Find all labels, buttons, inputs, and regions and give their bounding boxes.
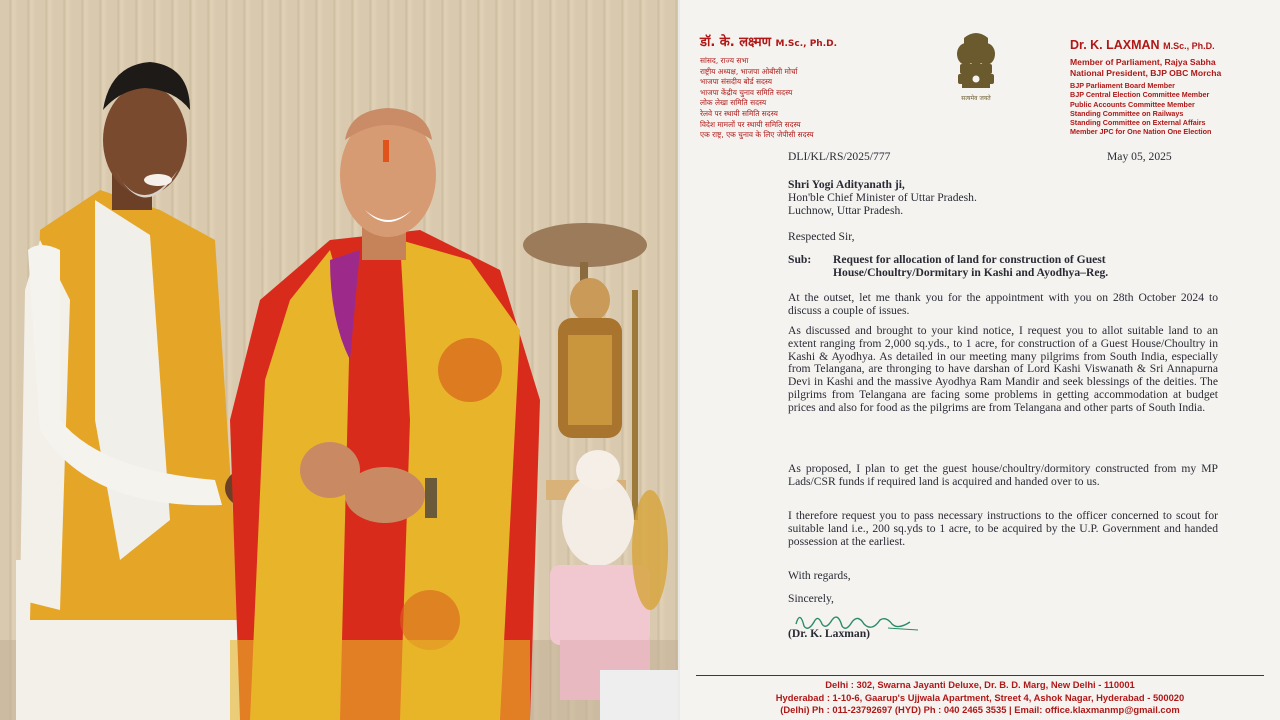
hindi-line: भाजपा संसदीय बोर्ड सदस्य: [700, 77, 773, 87]
hindi-line: एक राष्ट्र, एक चुनाव के लिए जेपीसी सदस्य: [700, 130, 814, 140]
letterhead-hindi: [700, 32, 900, 141]
footer-contact: (Delhi) Ph : 011-23792697 (HYD) Ph : 040 2465 3535 | Email: office.klaxmanmp@gmail.com: [780, 704, 1180, 715]
subject-line-2: House/Choultry/Dormitary in Kashi and Ayodhya–Reg.: [833, 266, 1109, 279]
hindi-name: [700, 32, 900, 50]
english-committee-line: BJP Central Election Committee Member: [1070, 90, 1210, 100]
paragraph: At the outset, let me thank you for the appointment with you on 28th October 2024 to discuss a couple of issues.: [788, 291, 1218, 317]
letterhead-english: [1070, 38, 1275, 137]
reference-number: DLI/KL/RS/2025/777: [788, 150, 891, 163]
english-committee-line: Standing Committee on External Affairs: [1070, 118, 1206, 128]
closing-regards: With regards,: [788, 569, 851, 582]
english-name: [1070, 38, 1275, 52]
footer-rule: [696, 675, 1264, 676]
national-emblem-icon: [950, 28, 1002, 108]
english-committee-line: Member JPC for One Nation One Election: [1070, 127, 1212, 137]
english-committee-line: Standing Committee on Railways: [1070, 108, 1184, 118]
paragraph: As discussed and brought to your kind notice, I request you to allot suitable land to an extent ranging from 2,000 sq.yds., to 1 acre, for construction of a Guest House/Choultry in Kashi & Ayodhya. As detailed in our meeting many pilgrims from South India, especially from Telangana, are thronging to have darshan of Lord Kashi Viswanath & Sri Annapurna Devi in Kashi and the massive Ayodhya Ram Mandir and seek blessings of the deities. The pilgrims from Telangana are facing some problems in getting accommodation at budget prices and also for food as the pilgrims are from Telangana and other parts of South India.: [788, 324, 1218, 414]
hindi-line: सांसद, राज्य सभा: [700, 56, 749, 65]
subject: [788, 253, 1208, 279]
hindi-degree: M.Sc., Ph.D.: [775, 39, 838, 49]
english-committee-list: [1070, 81, 1275, 137]
paragraph: As proposed, I plan to get the guest house/choultry/dormitory constructed from my MP Lads/CSR funds if required land is acquired and handed over to us.: [788, 462, 1218, 488]
english-degree: M.Sc., Ph.D.: [1163, 41, 1215, 51]
english-committee-line: BJP Parliament Board Member: [1070, 81, 1175, 90]
addressee-block: [788, 179, 977, 217]
subject-label: Sub:: [788, 253, 812, 266]
hindi-line: विदेश मामलों पर स्थायी समिति सदस्य: [700, 119, 801, 129]
hindi-name-text: डॉ. के. लक्ष्मण: [700, 35, 772, 50]
letter-date: May 05, 2025: [1107, 150, 1172, 163]
english-name-text: Dr. K. LAXMAN: [1070, 38, 1160, 52]
footer-delhi-address: Delhi : 302, Swarna Jayanti Deluxe, Dr. B. D. Marg, New Delhi - 110001: [825, 679, 1135, 690]
subject-line-1: [788, 253, 1208, 266]
english-main-designations: [1070, 57, 1275, 79]
footer-hyderabad-address: Hyderabad : 1-10-6, Gaarup's Ujjwala Apartment, Street 4, Ashok Nagar, Hyderabad - 500020: [775, 692, 1185, 703]
salutation: Respected Sir,: [788, 230, 855, 243]
right-person: [230, 108, 540, 720]
paragraph: I therefore request you to pass necessary instructions to the officer concerned to scout for suitable land i.e., 200 sq.yds to 1 acre, to be acquired by the U.P. Government and handed possession at the earliest.: [788, 509, 1218, 548]
addressee-line: Shri Yogi Adityanath ji,: [788, 178, 905, 191]
subject-text-1: Request for allocation of land for construction of Guest: [833, 253, 1106, 266]
hindi-line: भाजपा केंद्रीय चुनाव समिति सदस्य: [700, 87, 793, 97]
closing-sincerely: Sincerely,: [788, 592, 834, 605]
hindi-line: राष्ट्रीय अध्यक्ष, भाजपा ओबीसी मोर्चा: [700, 66, 798, 76]
hindi-line: लोक लेखा समिति सदस्य: [700, 98, 767, 108]
english-main-line: National President, BJP OBC Morcha: [1070, 68, 1222, 78]
addressee-line: Luchnow, Uttar Pradesh.: [788, 203, 904, 217]
hindi-designations: [700, 56, 900, 141]
signatory-name: (Dr. K. Laxman): [788, 627, 871, 640]
hindi-line: रेलवे पर स्थायी समिति सदस्य: [700, 108, 778, 118]
addressee-line: Hon'ble Chief Minister of Uttar Pradesh.: [788, 190, 977, 204]
english-main-line: Member of Parliament, Rajya Sabha: [1070, 57, 1216, 67]
letter-panel: [680, 0, 1280, 720]
english-committee-line: Public Accounts Committee Member: [1070, 99, 1195, 109]
emblem-caption: सत्यमेव जयते: [961, 95, 991, 102]
